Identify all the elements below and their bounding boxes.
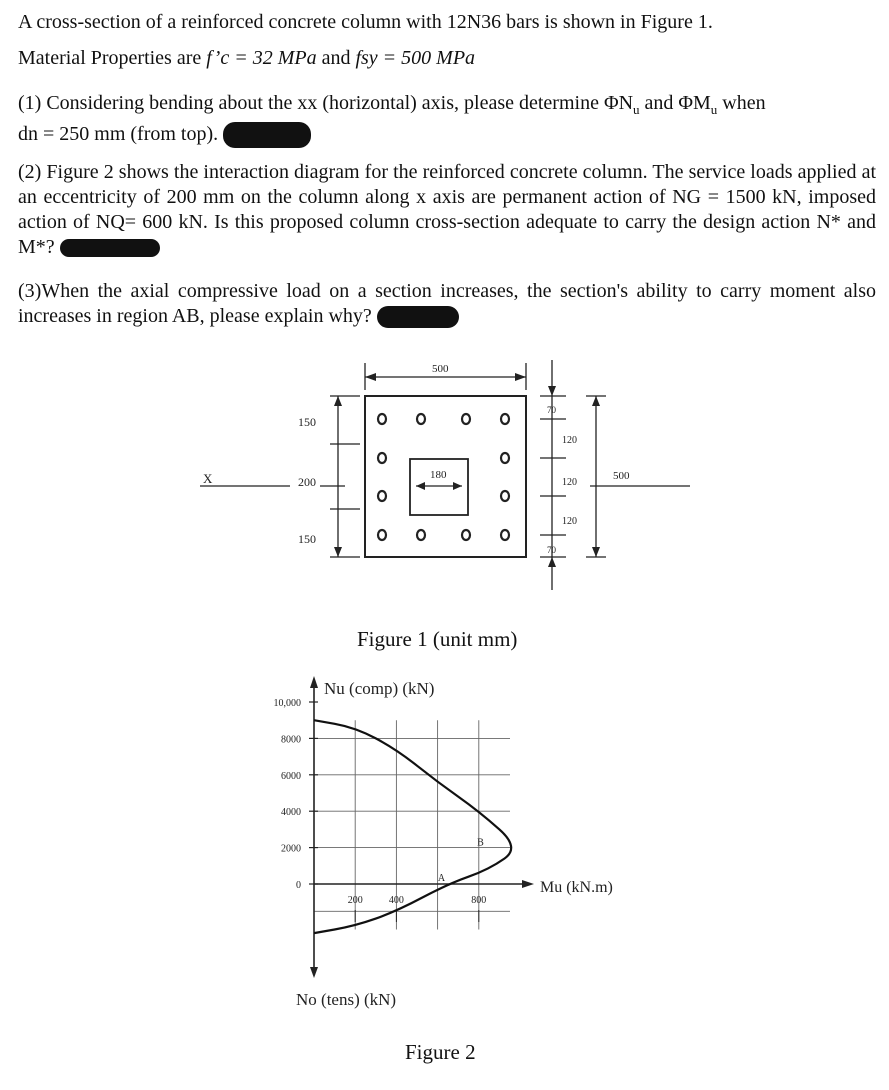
rebar [462,530,470,540]
y-tick-label: 10,000 [273,698,301,709]
redaction-mark [60,239,160,257]
y-tick-label: 4000 [281,807,301,819]
rebar [501,491,509,501]
rebar [378,453,386,463]
dim-label-inner: 180 [430,469,447,481]
y-tick-label: 6000 [281,770,301,782]
dim-label-right-2: 120 [562,435,577,446]
dim-label-left-1: 150 [298,415,316,429]
x-tick-label: 200 [347,895,363,906]
rebar [462,414,470,424]
arrowhead [548,557,556,567]
dim-label-left-2: 200 [298,475,316,489]
dim-label-right-1: 70 [547,405,556,415]
y-tick-label: 2000 [281,843,301,855]
y-tick-label: 0 [296,880,301,891]
x-axis-label: X [203,471,213,486]
arrowhead [522,880,534,888]
dim-label-top: 500 [432,363,449,375]
arrowhead [453,482,462,490]
y-ticks [274,698,319,891]
point-a-label: A [437,873,446,884]
arrowhead [310,676,318,688]
arrowhead [515,373,526,381]
dim-label-right-5: 70 [547,545,556,555]
dim-label-left-3: 150 [298,532,316,546]
redaction-mark [223,122,311,148]
arrowhead [592,396,600,406]
dim-label-right-outer: 500 [613,470,630,482]
x-axis-label: Mu (kN.m) [540,879,613,896]
figure2-caption: Figure 2 [405,1040,476,1064]
rebar [501,414,509,424]
point-b-label: B [477,837,484,849]
y-axis-label-top: Nu (comp) (kN) [324,679,435,698]
figure1-cross-section [0,350,889,610]
y-axis-label-bottom: No (tens) (kN) [296,990,397,1009]
arrowhead [310,967,318,978]
dim-label-right-4: 120 [562,516,577,527]
x-tick-label: 400 [388,895,404,906]
arrowhead [334,396,342,406]
rebar [417,530,425,540]
rebar [417,414,425,424]
arrowhead [334,547,342,557]
rebar [378,530,386,540]
rebar [378,491,386,501]
question-1: (1) Considering bending about the xx (horizontal) axis, please determine $\Phi N_u$ and $\Phi M_u$ when dn = 250 mm (from top). [18,91,876,148]
rebar [501,453,509,463]
y-tick-label: 8000 [281,734,301,746]
rebar [378,414,386,424]
figure1-caption: Figure 1 (unit mm) [357,627,518,651]
dim-label-right-3: 120 [562,477,577,488]
question-2: (2) Figure 2 shows the interaction diagram for the reinforced concrete column. The service loads applied at an eccentricity of 200 mm on the column along x axis are permanent action of NG = 1500 kN, imposed action of NQ= 600 kN. Is this proposed column cross-section adequate to carry the design action N* and M*? [18,161,876,258]
question-3: (3)When the axial compressive load on a section increases, the section's ability to carry moment also increases in region AB, please explain why? [18,280,876,327]
intro-line: A cross-section of a reinforced concrete column with 12N36 bars is shown in Figure 1. [18,11,713,33]
arrowhead [365,373,376,381]
x-ticks [348,895,487,922]
arrowhead [548,386,556,396]
arrowhead [416,482,425,490]
rebar [501,530,509,540]
arrowhead [592,547,600,557]
x-tick-label: 800 [471,895,487,906]
redaction-mark [377,306,459,328]
axis-arrowheads [310,676,534,978]
figure2-interaction-diagram [0,670,889,1010]
material-properties: Material Properties are f’c = 32 MPa and fsy = 500 MPa [18,47,476,69]
